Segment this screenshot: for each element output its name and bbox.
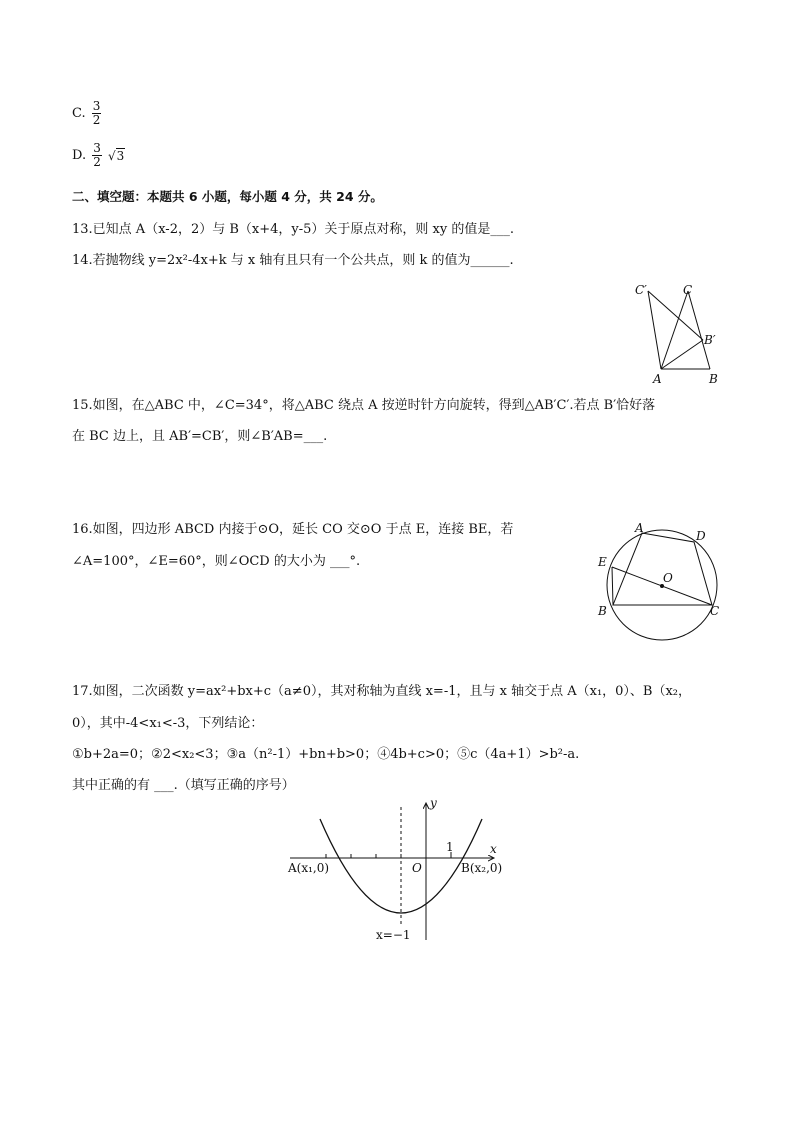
- question-17-conclusions: ①b+2a=0；②2<x₂<3；③a（n²-1）+bn+b>0；④4b+c>0；⑤c（4a+1）>b²-a.: [72, 747, 580, 762]
- quadrilateral-abcd: [613, 533, 712, 605]
- segment-c-a: [661, 291, 688, 369]
- label-point-a: A(x₁,0): [288, 861, 330, 875]
- label-c-prime: C′: [635, 283, 647, 297]
- label-d: D: [696, 529, 706, 543]
- option-d: [72, 142, 125, 169]
- question-15-line-2: 在 BC 边上，且 AB′=CB′，则∠B′AB=___.: [72, 429, 328, 444]
- option-d-fraction: [92, 142, 102, 169]
- option-d-radicand: 3: [116, 148, 125, 163]
- question-13: 13.已知点 A（x-2，2）与 B（x+4，y-5）关于原点对称，则 xy 的值是___.: [72, 222, 514, 237]
- option-c-fraction: [92, 100, 102, 127]
- question-17-line-1: 17.如图，二次函数 y=ax²+bx+c（a≠0），其对称轴为直线 x=-1，且与 x 轴交于点 A（x₁，0）、B（x₂，: [72, 684, 692, 699]
- option-d-label: D.: [72, 148, 87, 163]
- option-d-sqrt: [108, 149, 125, 163]
- label-one: 1: [446, 840, 454, 854]
- label-a: A: [635, 521, 644, 535]
- question-16-line-2: ∠A=100°，∠E=60°，则∠OCD 的大小为 ___°.: [72, 554, 361, 569]
- q15-figure: [630, 282, 730, 390]
- option-c-numerator: 3: [92, 99, 101, 113]
- label-e: E: [598, 555, 607, 569]
- segment-cp-a: [648, 291, 661, 369]
- question-16-line-1: 16.如图，四边形 ABCD 内接于⊙O，延长 CO 交⊙O 于点 E，连接 BE，若: [72, 522, 514, 537]
- question-14: 14.若抛物线 y=2x²-4x+k 与 x 轴有且只有一个公共点，则 k 的值为______.: [72, 253, 514, 268]
- label-b: B: [598, 604, 607, 618]
- label-c: C: [683, 283, 693, 297]
- question-15-line-1: 15.如图，在△ABC 中，∠C=34°，将△ABC 绕点 A 按逆时针方向旋转，得到△AB′C′.若点 B′恰好落: [72, 398, 656, 413]
- label-a: A: [653, 372, 662, 386]
- segment-b-e: [612, 567, 613, 605]
- option-c-label: C.: [72, 106, 86, 121]
- q16-figure: [594, 520, 734, 650]
- label-axis-equation: x=−1: [376, 928, 411, 942]
- label-point-b: B(x₂,0): [461, 861, 503, 875]
- sqrt-sign: √: [108, 148, 116, 163]
- option-d-numerator: 3: [93, 141, 101, 155]
- label-y: y: [430, 796, 437, 810]
- label-b: B: [709, 372, 718, 386]
- question-17-prompt: 其中正确的有 ___.（填写正确的序号）: [72, 778, 295, 793]
- option-d-denominator: 2: [93, 155, 101, 169]
- section-heading: 二、填空题：本题共 6 小题，每小题 4 分，共 24 分。: [72, 189, 383, 204]
- label-b-prime: B′: [704, 333, 716, 347]
- option-c-denominator: 2: [92, 113, 101, 127]
- label-origin: O: [412, 861, 422, 875]
- q17-figure: [286, 795, 516, 945]
- label-x: x: [490, 842, 497, 856]
- option-c: [72, 100, 103, 127]
- segment-a-bp: [661, 340, 703, 369]
- label-o: O: [663, 571, 673, 585]
- question-17-line-2: 0），其中-4<x₁<-3，下列结论：: [72, 716, 264, 731]
- label-c: C: [710, 604, 720, 618]
